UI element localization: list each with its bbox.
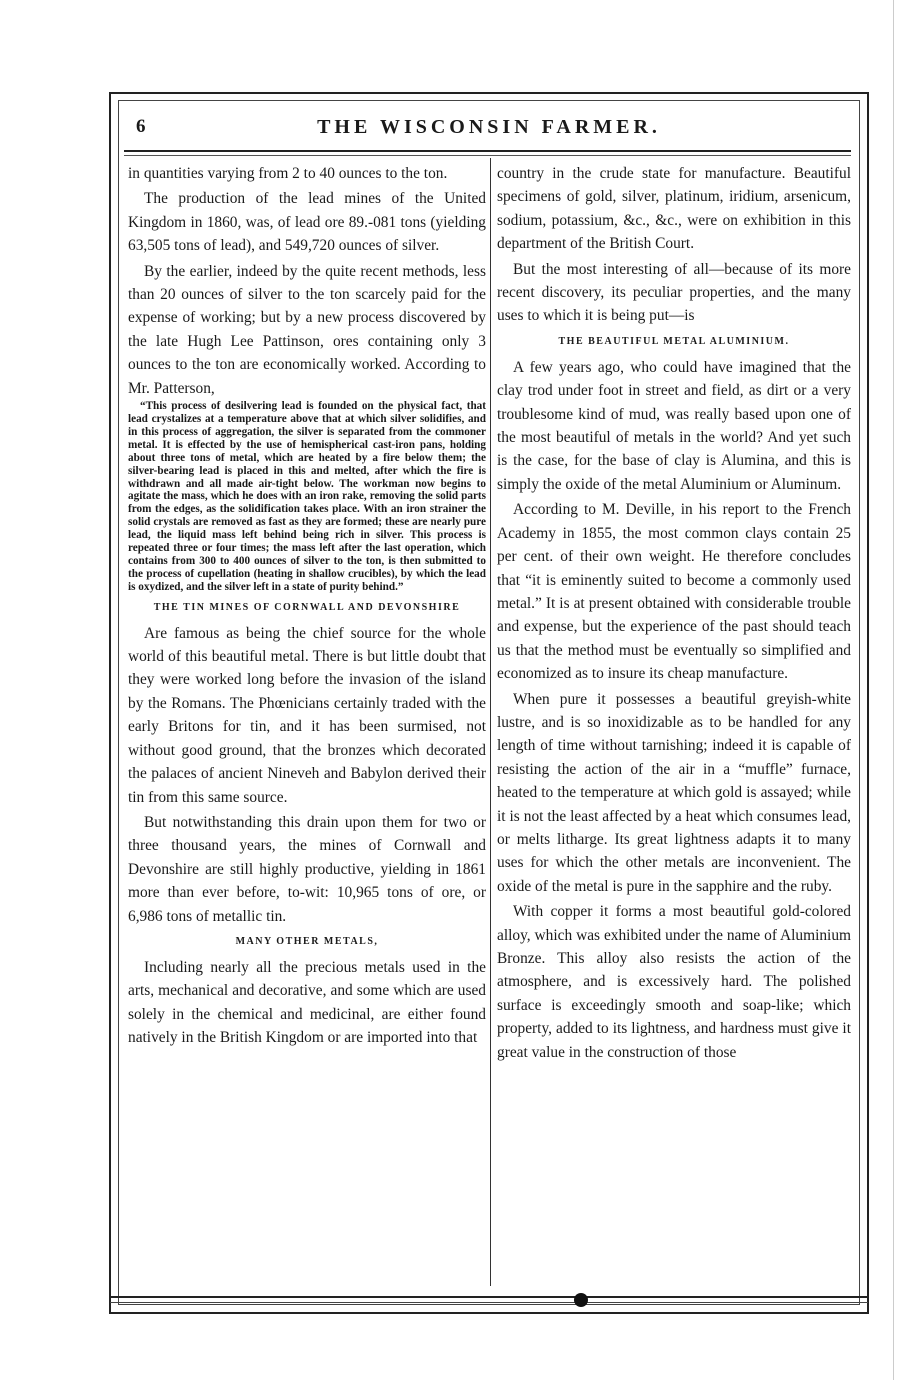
paragraph: By the earlier, indeed by the quite recent methods, less than 20 ounces of silver to the ton scarcely paid for the expense of working; but by a new process discovered by the late Hugh Lee Pattinson, ores containing only 3 ounces to the ton are economically worked. According to Mr. Patterson,: [128, 262, 486, 397]
paragraph: The production of the lead mines of the United Kingdom in 1860, was, of lead ore 89.-081 tons (yielding 63,505 tons of lead), and 549,720 ounces of silver.: [128, 190, 486, 255]
column-divider: [490, 158, 491, 1286]
footer-rule-thin: [110, 1302, 868, 1303]
right-column: [497, 162, 851, 1292]
footer-ornament: [574, 1293, 588, 1307]
paragraph: A few years ago, who could have imagined that the clay trod under foot in street and field, as dirt or a very troublesome kind of mud, was really based upon one of the most beautiful of metals in the world? And yet such is the case, for the base of clay is Alumina, and this is simply the oxide of the metal Aluminium or Aluminum.: [497, 358, 851, 493]
paragraph: Are famous as being the chief source for the whole world of this beautiful metal. There is but little doubt that they were worked long before the invasion of the island by the Romans. The Phœnicians certainly traded with the early Britons for tin, and it has been surmised, not without good ground, that the bronzes which decorated the palaces of ancient Nineveh and Babylon derived their tin from this same source.: [128, 624, 486, 806]
paragraph: country in the crude state for manufacture. Beautiful specimens of gold, silver, platinum, iridium, arsenicum, sodium, potassium, &c., &c., were on exhibition in this department of the British Court.: [497, 165, 851, 253]
paragraph: But the most interesting of all—because of its more recent discovery, its peculiar properties, and the many uses to which it is being put—is: [497, 260, 851, 325]
paragraph: When pure it possesses a beautiful greyish-white lustre, and is so inoxidizable as to be handled for any length of time without tarnishing; indeed it is capable of resisting the action of the air in a “muffle” furnace, heated to the temperature at which gold is assayed; while it is not the least affected by a heat which consumes lead, or melts litharge. Its great lightness adapts it to many uses for which the other metals are inconvenient. The oxide of the metal is pure in the sapphire and the ruby.: [497, 690, 851, 895]
left-column: [128, 162, 486, 1292]
section-heading: THE BEAUTIFUL METAL ALUMINIUM.: [558, 335, 790, 347]
paragraph: With copper it forms a most beautiful gold-colored alloy, which was exhibited under the name of Aluminium Bronze. This alloy also resists the action of the atmosphere, and is excessively hard. The polished surface is exceedingly smooth and soap-like; which property, added to its lightness, and hardness must give it great value in the construction of those: [497, 903, 851, 1061]
header-rule-thin: [124, 155, 851, 156]
paragraph: But notwithstanding this drain upon them for two or three thousand years, the mines of Cornwall and Devonshire are still highly productive, yielding in 1861 more than ever before, to-wit: 10,965 tons of ore, or 6,986 tons of metallic tin.: [128, 813, 486, 925]
header-rule: [124, 150, 851, 152]
block-quote: “This process of desilvering lead is founded on the physical fact, that lead crystalizes at a temperature above that at which silver solidifies, and in this process of aggregation, the silver is separated from the commoner metal. It is effected by the use of hemispherical cast-iron pans, holding about three tons of metal, which are heated by a fire below them; the silver-bearing lead is placed in this and melted, after which the fire is withdrawn and all made air-tight below. The workman now begins to agitate the mass, which he does with an iron rake, removing the solid parts from the edges, as the solidification takes place. With an iron strainer the solid crystals are removed as fast as they are formed; these are nearly pure lead, the liquid mass left behind being rich in silver. This process is repeated three or four times; the mass left after the last operation, which contains from 300 to 400 ounces of silver to the ton, is then submitted to the process of cupellation (heating in shallow crucibles), by which the lead is oxydized, and the silver left in a state of purity behind.”: [128, 400, 486, 593]
paragraph: According to M. Deville, in his report to the French Academy in 1855, the most common clays contain 25 per cent. of their own weight. He therefore concludes that “it is eminently suited to become a commonly used metal.” It is at present obtained with considerable trouble and expense, but the experience of the past should teach us that the method must be eventually so simplified and economized as to insure its cheap manufacture.: [497, 501, 851, 683]
footer-rule: [110, 1296, 868, 1298]
scan-edge: [893, 0, 894, 1380]
page-header: [124, 116, 854, 146]
paragraph: in quantities varying from 2 to 40 ounces to the ton.: [128, 165, 448, 182]
paragraph: Including nearly all the precious metals used in the arts, mechanical and decorative, and some which are used solely in the chemical and medicinal, are either found natively in the British Kingdom or are imported into that: [128, 958, 486, 1047]
page-number: 6: [136, 116, 146, 137]
section-heading: MANY OTHER METALS,: [235, 935, 379, 947]
masthead-title: THE WISCONSIN FARMER.: [317, 116, 661, 138]
section-heading: THE TIN MINES OF CORNWALL AND DEVONSHIRE: [153, 601, 461, 613]
